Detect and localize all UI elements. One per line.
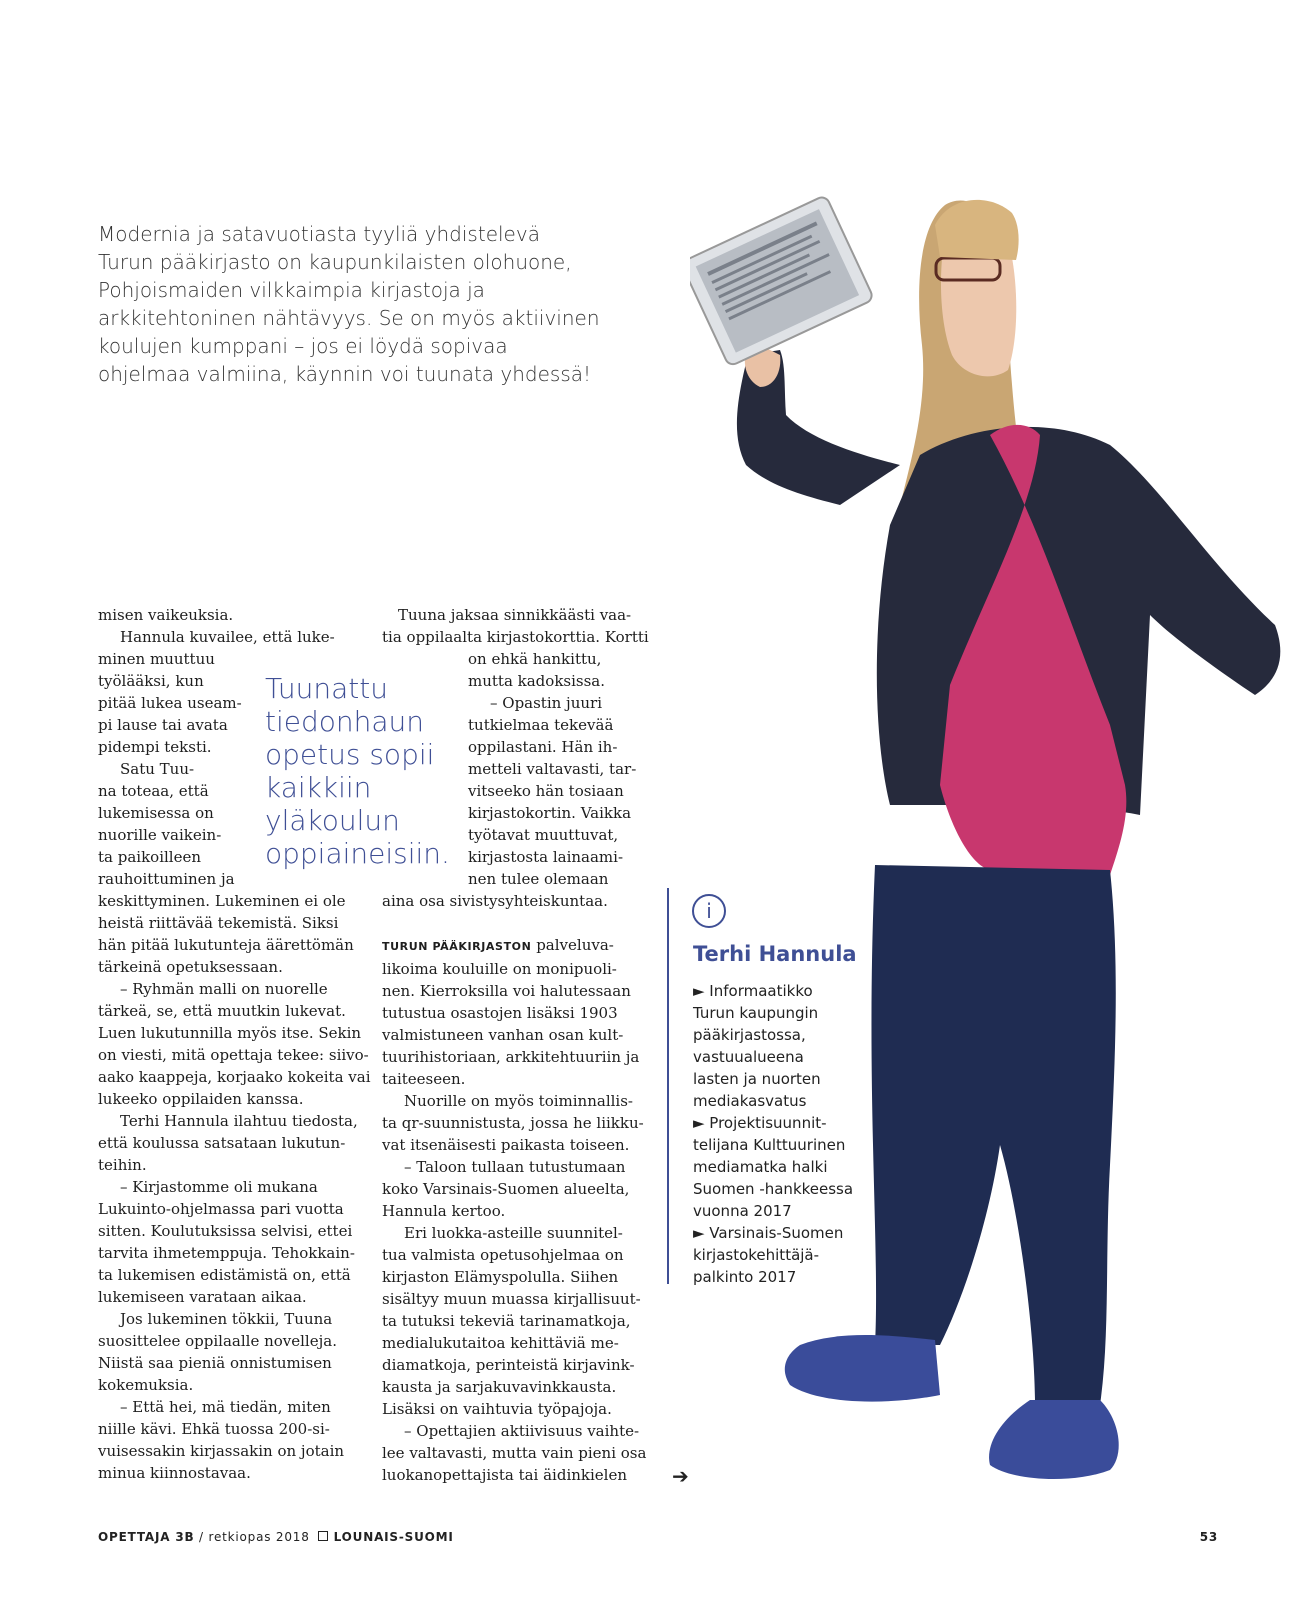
article-line: – Opettajien aktiivisuus vaihte-	[404, 1422, 640, 1440]
article-line: diamatkoja, perinteistä kirjavink-	[382, 1356, 635, 1374]
magazine-name: OPETTAJA 3B	[98, 1530, 195, 1544]
article-line: – Taloon tullaan tutustumaan	[404, 1158, 626, 1176]
infobox-list	[693, 980, 853, 1288]
article-line: vitseeko hän tosiaan	[468, 782, 624, 800]
article-line: niille kävi. Ehkä tuossa 200-si-	[98, 1420, 330, 1438]
article-line: tutustua osastojen lisäksi 1903	[382, 1004, 618, 1022]
article-line: nen. Kierroksilla voi halutessaan	[382, 982, 631, 1000]
article-line: Luen lukutunnilla myös itse. Sekin	[98, 1024, 362, 1042]
article-line: oppilastani. Hän ih-	[468, 738, 618, 756]
article-line: – Ryhmän malli on nuorelle	[120, 980, 328, 998]
lead-in-caps: TURUN PÄÄKIRJASTON	[382, 940, 532, 953]
article-line: Hannula kertoo.	[382, 1202, 506, 1220]
pull-quote-line: Tuunattu	[265, 672, 388, 705]
infobox-line: Turun kaupungin	[693, 1004, 819, 1022]
article-line: ta lukemisen edistämistä on, että	[98, 1266, 351, 1284]
article-line: tarvita ihmetemppuja. Tehokkain-	[98, 1244, 355, 1262]
page-number: 53	[1199, 1530, 1218, 1544]
pull-quote-line: opetus sopii	[265, 738, 435, 771]
article-line: on viesti, mitä opettaja tekee: siivo-	[98, 1046, 369, 1064]
article-line: minua kiinnostavaa.	[98, 1464, 251, 1482]
article-line: – Että hei, mä tiedän, miten	[120, 1398, 331, 1416]
pull-quote-line: kaikkiin	[265, 771, 372, 804]
article-line: Lisäksi on vaihtuvia työpajoja.	[382, 1400, 612, 1418]
pull-quote-line: oppiaineisiin.	[265, 837, 450, 870]
intro-line: Pohjoismaiden vilkkaimpia kirjastoja ja	[98, 278, 485, 302]
intro-line: arkkitehtoninen nähtävyys. Se on myös aktiivinen	[98, 306, 600, 330]
lead-in-line	[382, 934, 649, 958]
article-line: tua valmista opetusohjelmaa on	[382, 1246, 624, 1264]
article-line: Eri luokka-asteille suunnitel-	[404, 1224, 623, 1242]
article-line: suosittelee oppilaalle novelleja.	[98, 1332, 337, 1350]
article-line: on ehkä hankittu,	[468, 650, 602, 668]
article-line: – Kirjastomme oli mukana	[120, 1178, 318, 1196]
infobox-line: vuonna 2017	[693, 1202, 792, 1220]
infobox-line: ► Varsinais-Suomen	[693, 1224, 844, 1242]
article-line: ta tutuksi tekeviä tarinamatkoja,	[382, 1312, 631, 1330]
article-line: hän pitää lukutunteja äärettömän	[98, 936, 354, 954]
article-line: aako kaappeja, korjaako kokeita vai	[98, 1068, 371, 1086]
article-line: työtavat muuttuvat,	[468, 826, 619, 844]
article-line: kirjastosta lainaami-	[468, 848, 624, 866]
article-line: Jos lukeminen tökkii, Tuuna	[120, 1310, 333, 1328]
paragraph-gap	[382, 912, 649, 934]
infobox-line: mediakasvatus	[693, 1092, 807, 1110]
infobox-line: Suomen -hankkeessa	[693, 1180, 854, 1198]
article-line: mutta kadoksissa.	[468, 672, 606, 690]
intro-line: Turun pääkirjasto on kaupunkilaisten olohuone,	[98, 250, 572, 274]
pull-quote-line: yläkoulun	[265, 804, 400, 837]
intro-line: koulujen kumppani – jos ei löydä sopivaa	[98, 334, 508, 358]
article-line: heistä riittävää tekemistä. Siksi	[98, 914, 339, 932]
article-line: nen tulee olemaan	[468, 870, 609, 888]
infobox-line: lasten ja nuorten	[693, 1070, 821, 1088]
intro-lead	[98, 220, 658, 388]
article-line: tuurihistoriaan, arkkitehtuuriin ja	[382, 1048, 640, 1066]
article-line: tia oppilaalta kirjastokorttia. Kortti	[382, 628, 649, 646]
article-line: sisältyy muun muassa kirjallisuut-	[382, 1290, 641, 1308]
article-line: vuisessakin kirjassakin on jotain	[98, 1442, 345, 1460]
portrait-photo	[690, 165, 1312, 1545]
infobox-line: vastuualueena	[693, 1048, 804, 1066]
tablet-icon	[690, 195, 874, 367]
article-line: lukemisessa on	[98, 804, 214, 822]
article-line: medialukutaitoa kehittäviä me-	[382, 1334, 619, 1352]
infobox-line: mediamatka halki	[693, 1158, 828, 1176]
infobox-line: pääkirjastossa,	[693, 1026, 806, 1044]
article-line: koko Varsinais-Suomen alueelta,	[382, 1180, 630, 1198]
article-line: taiteeseen.	[382, 1070, 466, 1088]
lead-in-text: palveluva-	[531, 936, 614, 954]
article-line: Lukuinto-ohjelmassa pari vuotta	[98, 1200, 344, 1218]
article-line: keskittyminen. Lukeminen ei ole	[98, 892, 346, 910]
article-line: pidempi teksti.	[98, 738, 212, 756]
article-line: aina osa sivistysyhteiskuntaa.	[382, 892, 608, 910]
article-line: Terhi Hannula ilahtuu tiedosta,	[120, 1112, 358, 1130]
article-line: metteli valtavasti, tar-	[468, 760, 637, 778]
article-line: sitten. Koulutuksissa selvisi, ettei	[98, 1222, 353, 1240]
article-line: vat itsenäisesti paikasta toiseen.	[382, 1136, 630, 1154]
article-line: ta qr-suunnistusta, jossa he liikku-	[382, 1114, 644, 1132]
infobox-line: kirjastokehittäjä-	[693, 1246, 820, 1264]
article-line: Tuuna jaksaa sinnikkäästi vaa-	[398, 606, 632, 624]
article-line: na toteaa, että	[98, 782, 209, 800]
continue-arrow-icon: ➔	[672, 1464, 689, 1488]
article-line: lukemiseen varataan aikaa.	[98, 1288, 307, 1306]
article-line: Hannula kuvailee, että luke-	[120, 628, 335, 646]
article-line: valmistuneen vanhan osan kult-	[382, 1026, 624, 1044]
article-line: ta paikoilleen	[98, 848, 202, 866]
intro-line: Modernia ja satavuotiasta tyyliä yhdistelevä	[98, 222, 540, 246]
article-line: kirjaston Elämyspolulla. Siihen	[382, 1268, 619, 1286]
article-line: Satu Tuu-	[120, 760, 195, 778]
article-line: rauhoittuminen ja	[98, 870, 235, 888]
article-line: kokemuksia.	[98, 1376, 194, 1394]
page-footer	[98, 1530, 1218, 1550]
infobox-name: Terhi Hannula	[693, 942, 857, 966]
infobox-line: telijana Kulttuurinen	[693, 1136, 846, 1154]
article-line: kausta ja sarjakuvavinkkausta.	[382, 1378, 617, 1396]
region-label: LOUNAIS-SUOMI	[333, 1530, 454, 1544]
square-bullet-icon	[318, 1531, 328, 1541]
article-line: tärkeä, se, että muutkin lukevat.	[98, 1002, 346, 1020]
infobox-line: ► Projektisuunnit-	[693, 1114, 827, 1132]
article-line: lukeeko oppilaiden kanssa.	[98, 1090, 304, 1108]
jeans	[871, 865, 1115, 1405]
article-line: pitää lukea useam-	[98, 694, 242, 712]
article-line: minen muuttuu	[98, 650, 215, 668]
left-shoe	[785, 1335, 940, 1402]
right-shoe	[989, 1400, 1119, 1479]
article-line: kirjastokortin. Vaikka	[468, 804, 632, 822]
article-line: teihin.	[98, 1156, 147, 1174]
article-line: – Opastin juuri	[490, 694, 603, 712]
infobox-line: ► Informaatikko	[693, 982, 813, 1000]
intro-line: ohjelmaa valmiina, käynnin voi tuunata yhdessä!	[98, 362, 592, 386]
article-column-middle	[382, 604, 649, 1486]
article-line: pi lause tai avata	[98, 716, 228, 734]
article-line: lee valtavasti, mutta vain pieni osa	[382, 1444, 647, 1462]
article-line: luokanopettajista tai äidinkielen	[382, 1466, 628, 1484]
article-line: työlääksi, kun	[98, 672, 204, 690]
article-line: tärkeinä opetuksessaan.	[98, 958, 283, 976]
article-line: misen vaikeuksia.	[98, 606, 234, 624]
pull-quote-line: tiedonhaun	[265, 705, 425, 738]
infobox-line: palkinto 2017	[693, 1268, 797, 1286]
article-line: nuorille vaikein-	[98, 826, 222, 844]
article-line: Niistä saa pieniä onnistumisen	[98, 1354, 332, 1372]
issue-label: / retkiopas 2018	[194, 1530, 310, 1544]
article-line: Nuorille on myös toiminnallis-	[404, 1092, 633, 1110]
article-line: että koulussa satsataan lukutun-	[98, 1134, 346, 1152]
article-line: tutkielmaa tekevää	[468, 716, 614, 734]
info-icon: i	[692, 894, 726, 928]
article-line: likoima kouluille on monipuoli-	[382, 960, 617, 978]
